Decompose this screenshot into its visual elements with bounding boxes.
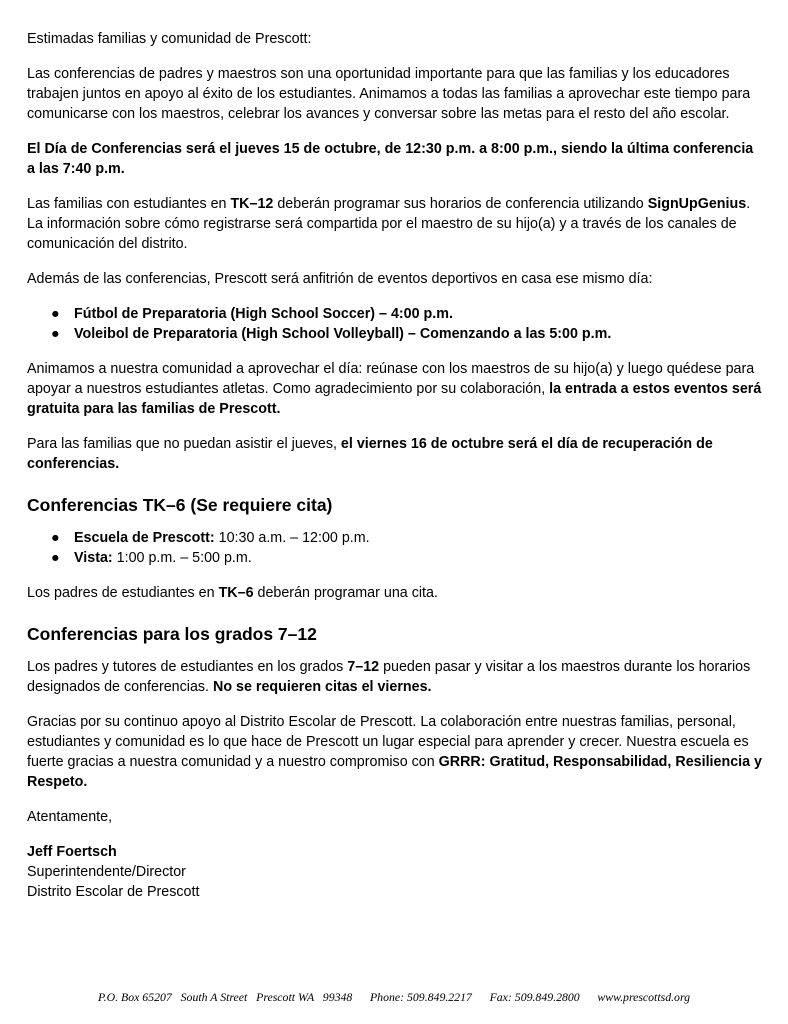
- list-item: ● Fútbol de Preparatoria (High School Soccer) – 4:00 p.m.: [51, 306, 453, 322]
- thanks-paragraph: Gracias por su continuo apoyo al Distrito Escolar de Prescott. La colaboración entre nuestras familias, personal, estudiantes y comunidad es lo que hace de Prescott un lugar especial para aprender y crecer. Nuestra escuela es fuerte gracias a nuestra comunidad y a nuestro compromiso con GRRR: Gratitud, Responsabilidad, Resiliencia y Respeto.: [27, 714, 762, 790]
- conference-day-paragraph: El Día de Conferencias será el jueves 15 de octubre, de 12:30 p.m. a 8:00 p.m., siendo la última conferencia a las 7:40 p.m.: [27, 141, 754, 177]
- page-footer: P.O. Box 65207 South A Street Prescott WA 99348 Phone: 509.849.2217 Fax: 509.849.2800 www.prescottsd.org: [97, 990, 691, 1004]
- sports-intro-paragraph: Además de las conferencias, Prescott será anfitrión de eventos deportivos en casa ese mismo día:: [27, 271, 653, 287]
- list-item: ● Voleibol de Preparatoria (High School Volleyball) – Comenzando a las 5:00 p.m.: [51, 326, 612, 342]
- signer-title: Superintendente/Director: [27, 864, 186, 880]
- bullet-icon: ●: [51, 326, 60, 342]
- bullet-icon: ●: [51, 306, 60, 322]
- heading-tk6: Conferencias TK–6 (Se requiere cita): [27, 495, 333, 515]
- makeup-day-paragraph: Para las familias que no puedan asistir el jueves, el viernes 16 de octubre será el día de recuperación de conferencias.: [27, 436, 713, 472]
- tk6-appointment-paragraph: Los padres de estudiantes en TK–6 deberán programar una cita.: [27, 585, 438, 601]
- tk6-schedule-list: [27, 528, 763, 568]
- list-item: ● Vista: 1:00 p.m. – 5:00 p.m.: [51, 550, 252, 566]
- signer-organization: Distrito Escolar de Prescott: [27, 884, 200, 900]
- signer-name: Jeff Foertsch: [27, 844, 117, 860]
- closing: Atentamente,: [27, 809, 113, 825]
- sports-list: [27, 304, 763, 344]
- greeting: Estimadas familias y comunidad de Prescott:: [27, 31, 312, 47]
- list-item: ● Escuela de Prescott: 10:30 a.m. – 12:00 p.m.: [51, 530, 370, 546]
- grades-7-12-paragraph: Los padres y tutores de estudiantes en los grados 7–12 pueden pasar y visitar a los maestros durante los horarios designados de conferencias. No se requieren citas el viernes.: [27, 659, 751, 695]
- heading-grades-7-12: Conferencias para los grados 7–12: [27, 624, 317, 644]
- signup-paragraph: Las familias con estudiantes en TK–12 deberán programar sus horarios de conferencia utilizando SignUpGenius. La información sobre cómo registrarse será compartida por el maestro de su hijo(a) y a través de los canales de comunicación del distrito.: [27, 196, 751, 252]
- community-paragraph: Animamos a nuestra comunidad a aprovechar el día: reúnase con los maestros de su hijo(a) y luego quédese para apoyar a nuestros estudiantes atletas. Como agradecimiento por su colaboración, la entrada a estos eventos será gratuita para las familias de Prescott.: [27, 361, 762, 417]
- intro-paragraph: Las conferencias de padres y maestros son una oportunidad importante para que las familias y los educadores trabajen juntos en apoyo al éxito de los estudiantes. Animamos a todas las familias a aprovechar este tiempo para comunicarse con los maestros, celebrar los avances y conversar sobre las metas para el resto del año escolar.: [27, 66, 751, 122]
- bullet-icon: ●: [51, 550, 60, 566]
- signature-block: [27, 842, 763, 902]
- letter-body: [27, 29, 763, 902]
- bullet-icon: ●: [51, 530, 60, 546]
